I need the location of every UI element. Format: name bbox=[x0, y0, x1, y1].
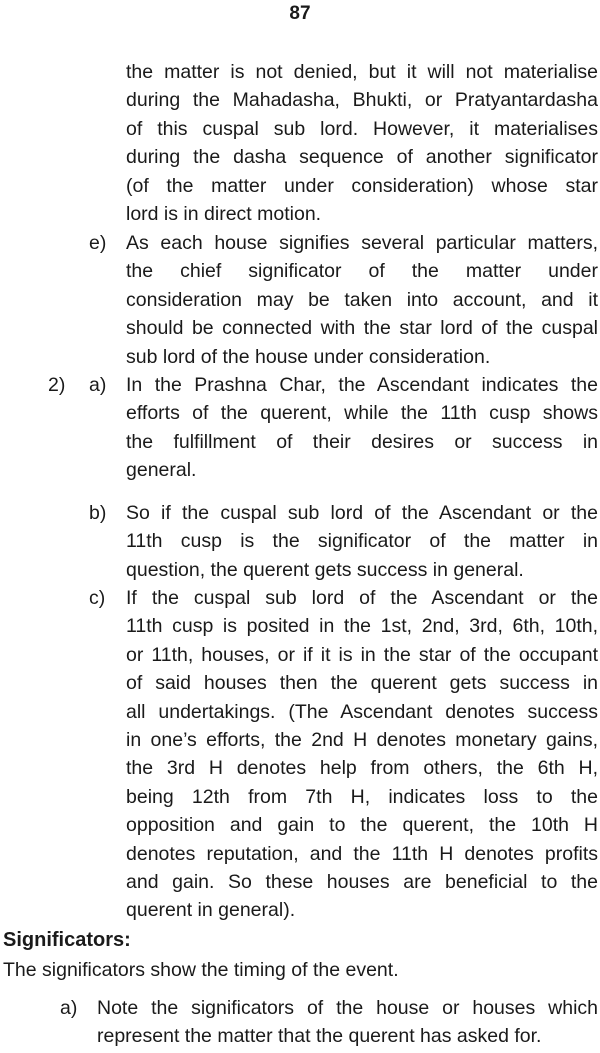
text-line: As each house signifies several particular matters, bbox=[126, 232, 598, 254]
text-line: So if the cuspal sub lord of the Ascendant or the bbox=[126, 502, 598, 524]
text-line: In the Prashna Char, the Ascendant indicates the bbox=[126, 374, 598, 396]
item-2a-paragraph bbox=[126, 371, 598, 485]
item-2c-paragraph bbox=[126, 584, 598, 925]
significators-a-paragraph bbox=[97, 994, 598, 1051]
text-line: denotes reputation, and the 11th H denotes profits bbox=[126, 842, 598, 865]
text-line: or 11th, houses, or if it is in the star of the occupant bbox=[126, 643, 598, 666]
text-line: 11th cusp is posited in the 1st, 2nd, 3rd, 6th, 10th, bbox=[126, 615, 598, 638]
text-line: lord is in direct motion. bbox=[126, 202, 322, 225]
text-line: the 3rd H denotes help from others, the 6th H, bbox=[126, 757, 598, 780]
item-2a-label: a) bbox=[89, 374, 107, 396]
text-line: If the cuspal sub lord of the Ascendant or the bbox=[126, 587, 598, 609]
item-2c-label: c) bbox=[89, 587, 106, 609]
text-line: during the Mahadasha, Bhukti, or Pratyantardasha bbox=[126, 89, 598, 112]
continuation-paragraph bbox=[126, 58, 598, 228]
text-line: should be connected with the star lord of the cuspal bbox=[126, 317, 598, 340]
text-line: querent in general). bbox=[126, 899, 296, 922]
item-2b-label: b) bbox=[89, 502, 107, 524]
text-line: being 12th from 7th H, indicates loss to the bbox=[126, 785, 598, 808]
text-line: the chief significator of the matter under bbox=[126, 260, 598, 283]
item-2-number: 2) bbox=[48, 374, 66, 396]
text-line: (of the matter under consideration) whose star bbox=[126, 174, 598, 197]
text-line: the fulfillment of their desires or success in bbox=[126, 430, 598, 453]
text-line: and gain. So these houses are beneficial to the bbox=[126, 870, 598, 893]
text-line: Note the significators of the house or houses which bbox=[97, 997, 598, 1019]
item-e-label: e) bbox=[89, 232, 107, 254]
item-e-paragraph bbox=[126, 229, 598, 371]
text-line: efforts of the querent, while the 11th cusp shows bbox=[126, 402, 598, 425]
item-2b-paragraph bbox=[126, 499, 598, 584]
text-line: consideration may be taken into account, and it bbox=[126, 288, 598, 311]
significators-intro: The significators show the timing of the event. bbox=[3, 959, 399, 981]
text-line: the matter is not denied, but it will not materialise bbox=[126, 61, 598, 83]
text-line: opposition and gain to the querent, the 10th H bbox=[126, 814, 598, 837]
text-line: of said houses then the querent gets success in bbox=[126, 672, 598, 695]
text-line: sub lord of the house under consideration. bbox=[126, 345, 491, 368]
text-line: question, the querent gets success in general. bbox=[126, 558, 524, 581]
text-line: general. bbox=[126, 459, 197, 482]
text-line: during the dasha sequence of another significator bbox=[126, 146, 598, 169]
page-number: 87 bbox=[289, 3, 311, 24]
text-line: all undertakings. (The Ascendant denotes success bbox=[126, 700, 598, 723]
section-heading: Significators: bbox=[3, 929, 131, 951]
significators-a-label: a) bbox=[60, 997, 78, 1019]
text-line: 11th cusp is the significator of the matter in bbox=[126, 530, 598, 553]
text-line: in one’s efforts, the 2nd H denotes monetary gains, bbox=[126, 728, 598, 751]
text-line: of this cuspal sub lord. However, it materialises bbox=[126, 117, 598, 140]
text-line: represent the matter that the querent has asked for. bbox=[97, 1025, 542, 1048]
